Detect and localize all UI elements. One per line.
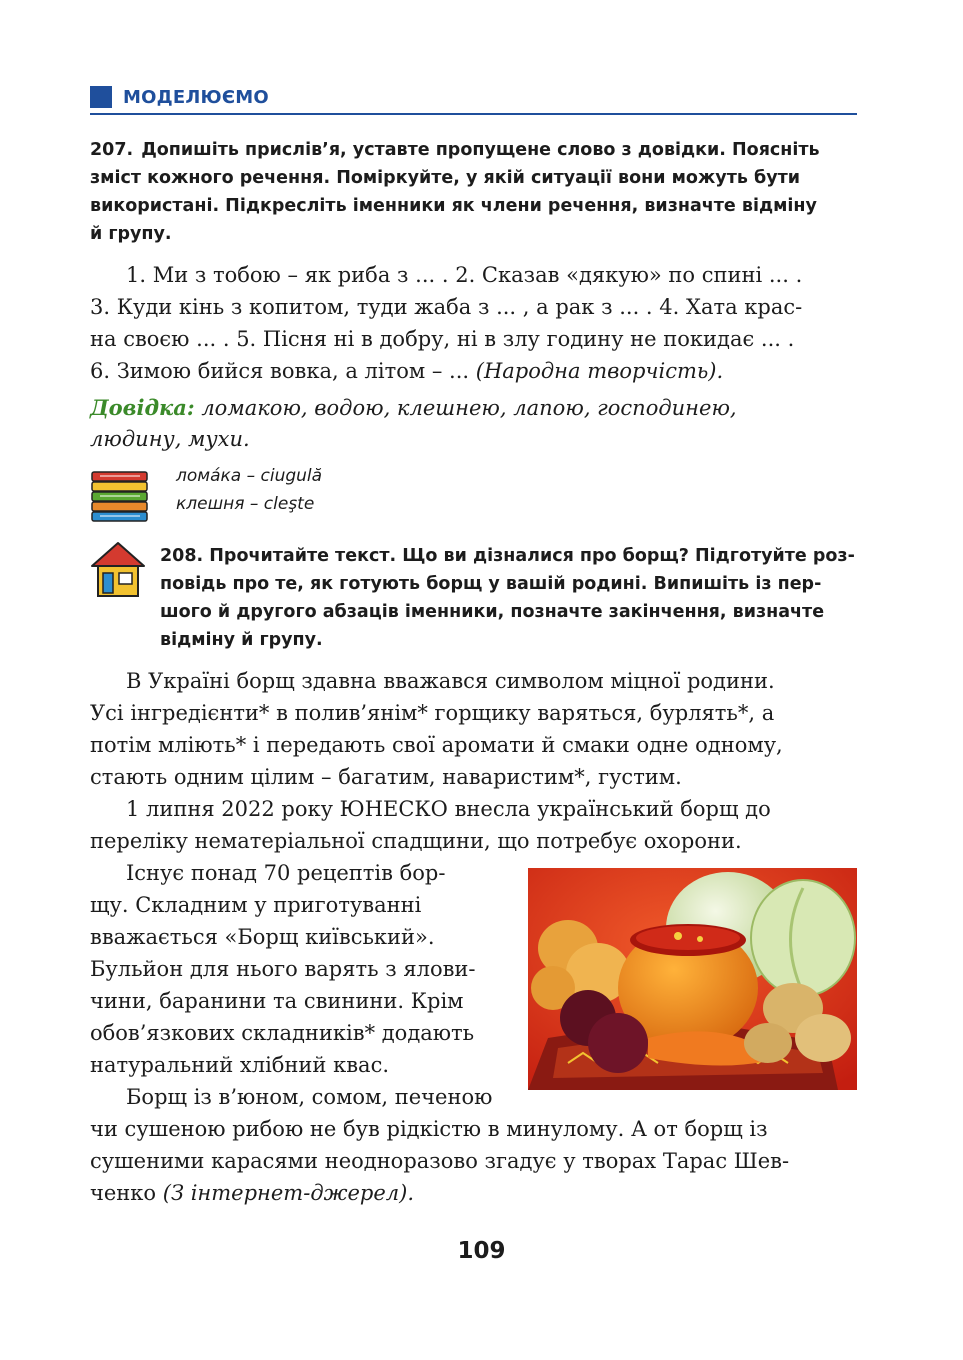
blue-square-icon: [90, 86, 112, 108]
p4-line-4-text: ченко: [90, 1181, 157, 1205]
task-207-line-2: зміст кожного речення. Поміркуйте, у якій ситуації вони можуть бути: [90, 168, 801, 188]
p3-line-2: щу. Складним у приготуванні: [90, 893, 422, 917]
dictionary-entry-2: клешня – cleşte: [176, 494, 315, 514]
dovidka-words-1: ломакою, водою, клешнею, лапою, господинею,: [201, 396, 737, 420]
task-207-line-4: й групу.: [90, 224, 172, 244]
proverbs-line-1: 1. Ми з тобою – як риба з ... . 2. Сказав «дякую» по спині ... .: [126, 263, 803, 287]
section-header: [90, 86, 857, 114]
task-207-number: 207.: [90, 140, 134, 160]
p3-line-1: Існує понад 70 рецептів бор-: [126, 861, 446, 885]
section-divider: [90, 113, 857, 115]
dovidka-line-2: людину, мухи.: [90, 427, 250, 451]
p4-line-2: чи сушеною рибою не був рідкістю в минулому. А от борщ із: [90, 1117, 768, 1141]
dovidka-label: Довідка:: [90, 395, 195, 420]
section-title: МОДЕЛЮЄМО: [123, 87, 269, 108]
task-208-line-4: відміну й групу.: [160, 630, 323, 650]
task-208-line-2: повідь про те, як готують борщ у вашій родині. Випишіть із пер-: [160, 574, 822, 594]
p2-line-2: переліку нематеріальної спадщини, що потребує охорони.: [90, 829, 742, 853]
p3-line-7: натуральний хлібний квас.: [90, 1053, 390, 1077]
proverbs-line-4-text: 6. Зимою бийся вовка, а літом – ...: [90, 359, 470, 383]
proverbs-source: (Народна творчість).: [475, 359, 724, 383]
p4-line-3: сушеними карасями неодноразово згадує у творах Тарас Шев-: [90, 1149, 790, 1173]
dictionary-entry-1: ломáка – ciugulă: [176, 466, 323, 486]
p4-line-1: Борщ із в’юном, сомом, печеною: [126, 1085, 493, 1109]
task-208-instruction: [160, 542, 860, 654]
p4-source: (З інтернет-джерел).: [162, 1181, 415, 1205]
p1-line-1: В Україні борщ здавна вважався символом міцної родини.: [126, 669, 775, 693]
task-207-line-3: використані. Підкресліть іменники як члени речення, визначте відміну: [90, 196, 817, 216]
p3-line-4: Бульйон для нього варять з ялови-: [90, 957, 476, 981]
proverbs-line-3: на своєю ... . 5. Пісня ні в добру, ні в злу годину не покидає ... .: [90, 327, 795, 351]
p3-line-3: вважається «Борщ київський».: [90, 925, 435, 949]
proverbs-line-4: [90, 355, 723, 387]
books-stack-icon: [90, 470, 152, 524]
task-208-line-3: шого й другого абзаців іменники, позначте закінчення, визначте: [160, 602, 825, 622]
p1-line-3: потім мліють* і передають свої аромати й смаки одне одному,: [90, 733, 783, 757]
p4-line-4: [90, 1177, 414, 1209]
page-number: 109: [457, 1238, 506, 1264]
task-208-line-1: 208. Прочитайте текст. Що ви дізналися про борщ? Підготуйте роз-: [160, 546, 855, 566]
p1-line-4: стають одним цілим – багатим, наваристим*, густим.: [90, 765, 682, 789]
borscht-still-life-icon: [528, 868, 857, 1090]
proverbs-line-2: 3. Куди кінь з копитом, туди жаба з ... , а рак з ... . 4. Хата крас-: [90, 295, 803, 319]
p3-line-5: чини, баранини та свинини. Крім: [90, 989, 464, 1013]
p3-line-6: обов’язкових складників* додають: [90, 1021, 475, 1045]
house-icon: [90, 540, 146, 600]
p1-line-2: Усі інгредієнти* в полив’янім* горщику варяться, бурлять*, а: [90, 701, 775, 725]
p2-line-1: 1 липня 2022 року ЮНЕСКО внесла український борщ до: [126, 797, 771, 821]
task-207-instruction: [90, 136, 870, 248]
task-207-line-1: Допишіть прислів’я, уставте пропущене слово з довідки. Поясніть: [141, 140, 820, 160]
dovidka-line-1: [90, 392, 737, 424]
